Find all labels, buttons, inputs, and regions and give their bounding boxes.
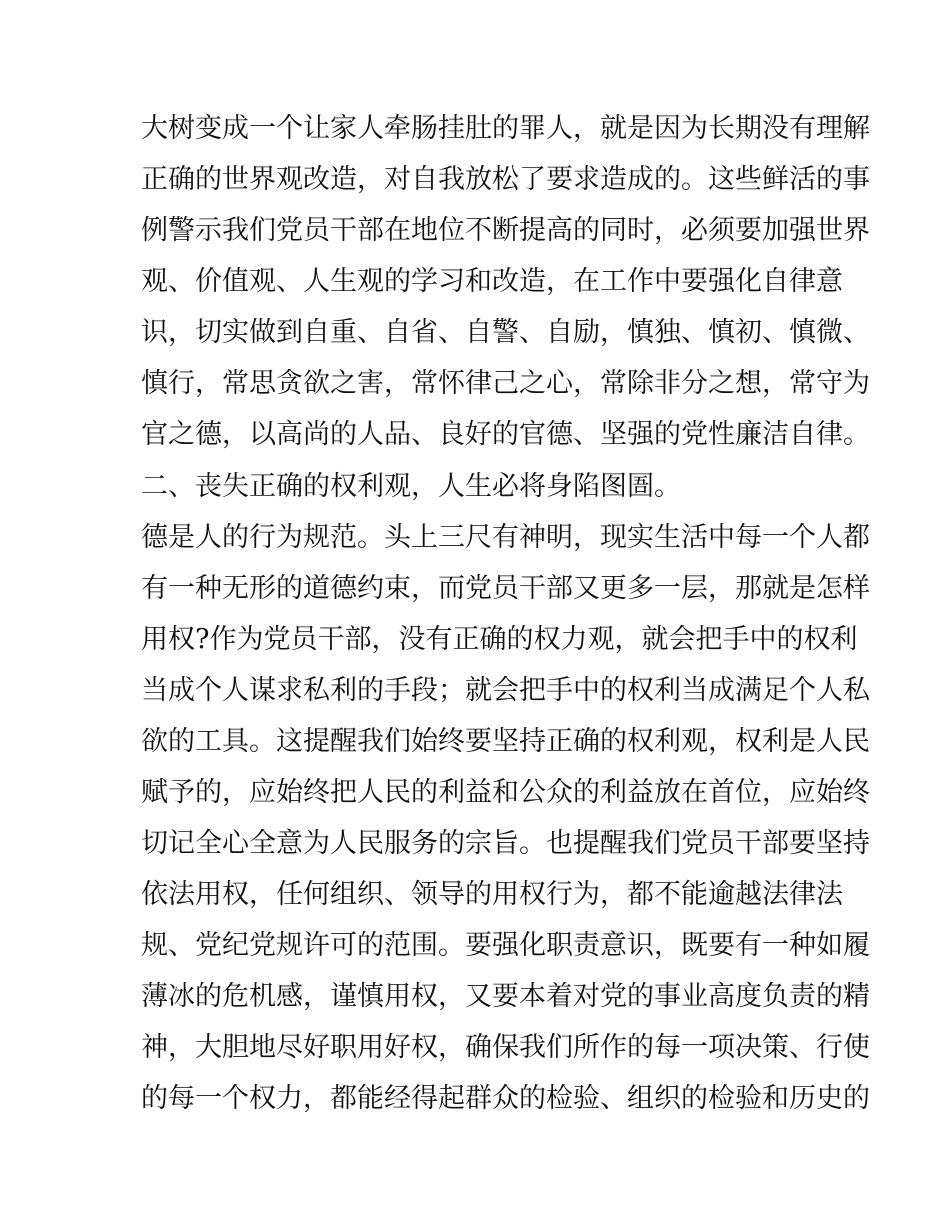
text-line: 用权?作为党员干部，没有正确的权力观，就会把手中的权利 bbox=[141, 624, 858, 655]
text-line: 正确的世界观改造，对自我放松了要求造成的。这些鲜活的事 bbox=[141, 164, 870, 195]
text-line: 的每一个权力，都能经得起群众的检验、组织的检验和历史的 bbox=[141, 1083, 870, 1114]
text-line: 赋予的，应始终把人民的利益和公众的利益放在首位，应始终 bbox=[141, 777, 870, 808]
text-line: 德是人的行为规范。头上三尺有神明，现实生活中每一个人都 bbox=[141, 522, 870, 553]
text-line: 慎行，常思贪欲之害，常怀律己之心，常除非分之想，常守为 bbox=[141, 368, 870, 399]
text-line: 大树变成一个让家人牵肠挂肚的罪人，就是因为长期没有理解 bbox=[141, 113, 870, 144]
text-line: 官之德，以高尚的人品、良好的官德、坚强的党性廉洁自律。 bbox=[141, 419, 870, 450]
text-line: 切记全心全意为人民服务的宗旨。也提醒我们党员干部要坚持 bbox=[141, 828, 870, 859]
text-line: 规、党纪党规许可的范围。要强化职责意识，既要有一种如履 bbox=[141, 930, 870, 961]
text-line: 观、价值观、人生观的学习和改造，在工作中要强化自律意 bbox=[141, 266, 843, 297]
text-line: 依法用权，任何组织、领导的用权行为，都不能逾越法律法 bbox=[141, 879, 843, 910]
text-line: 欲的工具。这提醒我们始终要坚持正确的权利观，权利是人民 bbox=[141, 726, 870, 757]
text-line: 神，大胆地尽好职用好权，确保我们所作的每一项决策、行使 bbox=[141, 1032, 870, 1063]
text-line: 识，切实做到自重、自省、自警、自励，慎独、慎初、慎微、 bbox=[141, 317, 870, 348]
text-line: 例警示我们党员干部在地位不断提高的同时，必须要加强世界 bbox=[141, 215, 870, 246]
text-line: 薄冰的危机感，谨慎用权，又要本着对党的事业高度负责的精 bbox=[141, 981, 870, 1012]
text-line: 当成个人谋求私利的手段；就会把手中的权利当成满足个人私 bbox=[141, 675, 870, 706]
text-line: 有一种无形的道德约束，而党员干部又更多一层，那就是怎样 bbox=[141, 573, 870, 604]
section-heading: 二、丧失正确的权利观，人生必将身陷图圄。 bbox=[141, 471, 681, 502]
